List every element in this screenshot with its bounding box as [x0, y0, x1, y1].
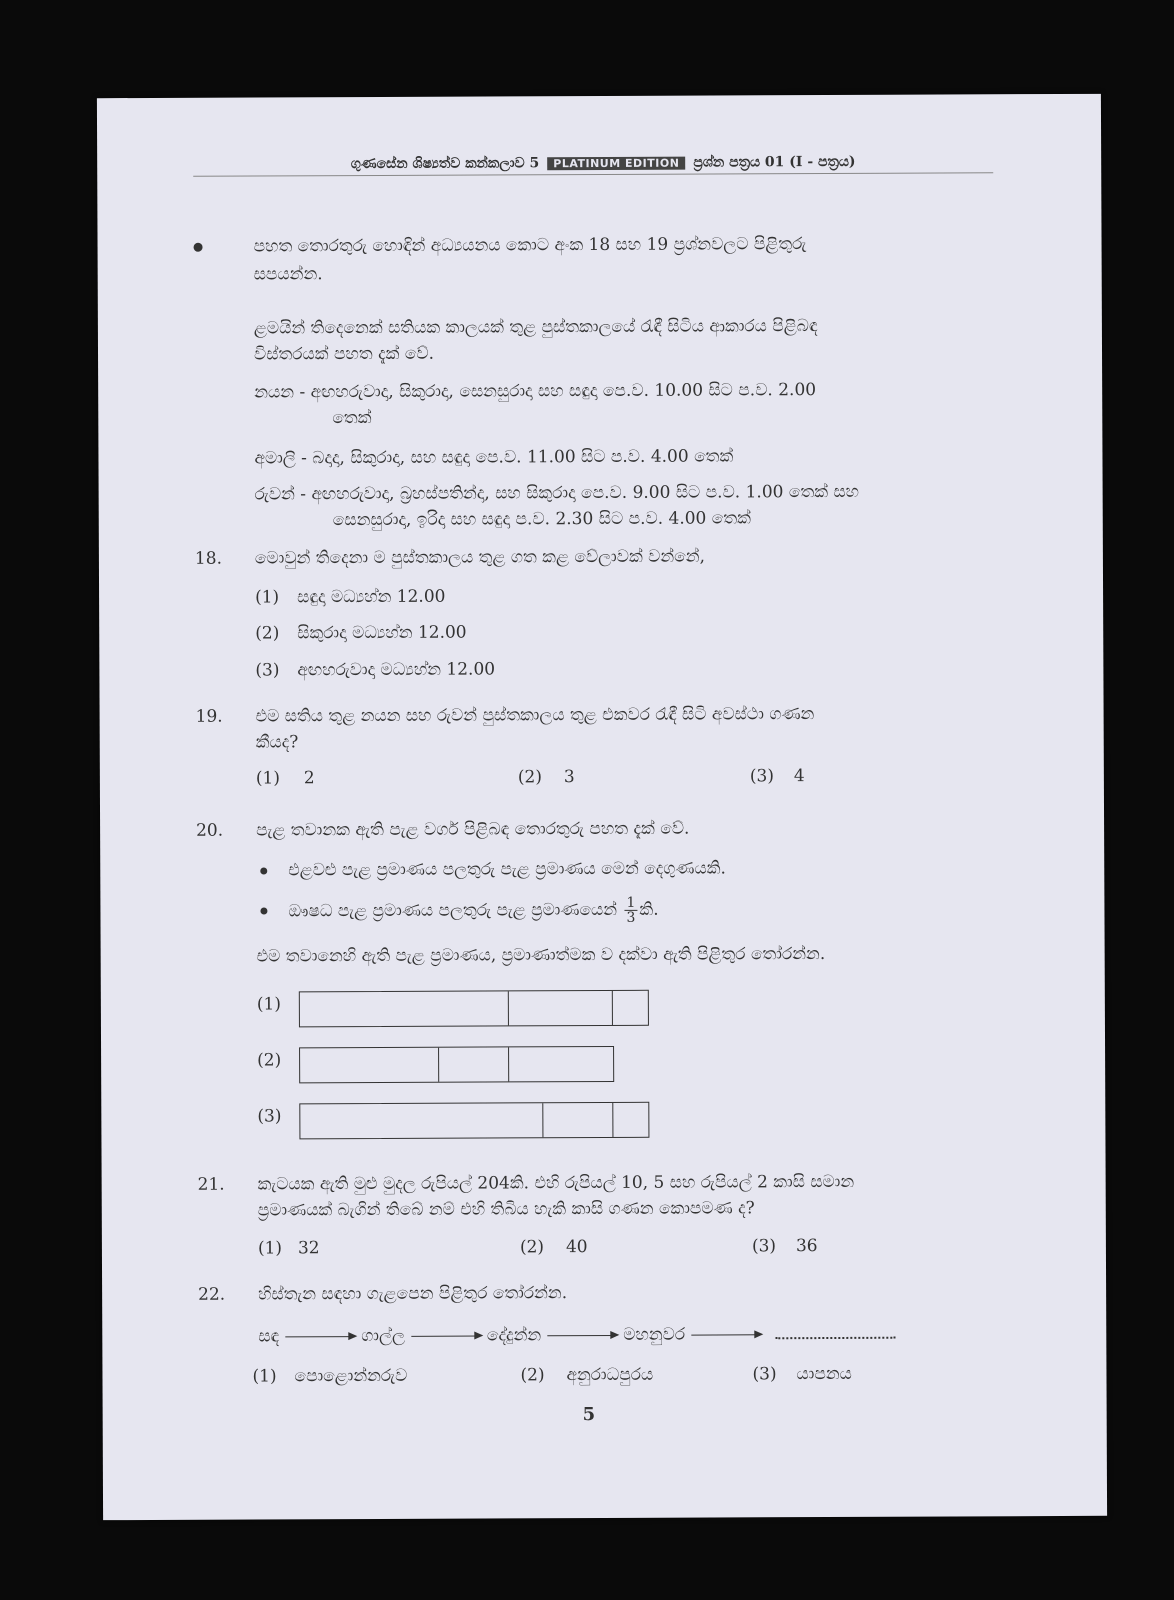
q22-number: 22. — [198, 1284, 226, 1305]
q21-number: 21. — [197, 1174, 225, 1195]
one-third-fraction — [624, 896, 637, 925]
q20-bullet-2-post: කි. — [639, 899, 659, 920]
q20-opt3-label: (3) — [257, 1106, 282, 1127]
q21-opt3: 36 — [795, 1236, 818, 1257]
bar-segment-2 — [439, 1047, 509, 1081]
seq-item-1: සඳ — [258, 1326, 280, 1347]
q22-opt1-label: (1) — [252, 1366, 277, 1387]
q18-text: මොවුන් තිදෙනා ම පුස්තකාලය තුළ ගත කළ වේලාවක් වන්නේ, — [254, 546, 705, 569]
q20-text: පැළ තවානක ඇති පැළ වර්ග පිළිබඳ තොරතුරු පහත දැක් වේ. — [256, 818, 690, 841]
ruwan-line-1: රුවන් - අඟහරුවාදා, බ්‍රහස්පතින්දා, සහ සිකුරාදා පෙ.ව. 9.00 සිට ප.ව. 1.00 තෙක් සහ — [254, 481, 860, 505]
blank-answer-line — [775, 1337, 895, 1340]
arrow-right-icon — [411, 1336, 481, 1337]
q20-bullet-2 — [288, 896, 658, 927]
q22-text: හිස්තැන සඳහා ගැළපෙන පිළිතුර තෝරන්න. — [258, 1283, 568, 1305]
amali-line: අමාලි - බදාදා, සිකුරාදා, සහ සඳුදා පෙ.ව. 11.00 සිට ප.ව. 4.00 තෙක් — [254, 446, 734, 469]
seq-item-4: මහනුවර — [623, 1324, 686, 1345]
q19-opt2-label: (2) — [517, 767, 543, 788]
intro-desc-2: විස්තරයක් පහත දැක් වේ. — [253, 343, 435, 365]
q19-opt3-label: (3) — [749, 766, 775, 787]
q20-opt2-bar — [299, 1046, 614, 1083]
q20-opt3-bar — [299, 1102, 649, 1140]
q18-number: 18. — [194, 548, 223, 569]
q20-bullet-2-dot — [260, 907, 267, 914]
q18-opt2-label: (2) — [255, 623, 280, 644]
q22-sequence — [258, 1321, 895, 1350]
bar-segment-2 — [508, 991, 613, 1025]
q21-opt1-label: (1) — [257, 1238, 283, 1259]
q19-number: 19. — [195, 706, 223, 727]
bar-segment-1 — [300, 1103, 543, 1138]
q18-opt3-label: (3) — [255, 660, 280, 681]
q22-opt3: යාපනය — [796, 1363, 852, 1385]
bar-segment-1 — [300, 1048, 439, 1083]
q19-opt2: 3 — [563, 767, 575, 788]
q20-bullet-2-pre: ඖෂධ පැළ ප්‍රමාණය පලතුරු පැළ ප්‍රමාණයෙන් — [288, 899, 618, 922]
q21-text-2: ප්‍රමාණයක් බැගින් තිබේ නම් එහි තිබිය හැකි කාසි ගණන කොපමණ ද? — [257, 1198, 755, 1221]
ruwan-line-2: සෙනසුරාදා, ඉරිදා සහ සඳුදා ප.ව. 2.30 සිට ප.ව. 4.00 තෙක් — [332, 508, 751, 531]
q20-bullet-1: එළවළු පැළ ප්‍රමාණය පලතුරු පැළ ප්‍රමාණය මෙන් දෙගුණයකි. — [288, 858, 726, 881]
intro-bullet — [194, 243, 203, 252]
paper-title: ප්‍රශ්න පත්‍රය 01 (I - පත්‍රය) — [693, 153, 856, 171]
q22-opt2-label: (2) — [520, 1365, 545, 1386]
fraction-numerator: 1 — [626, 894, 636, 911]
seq-item-2: ගාල්ල — [361, 1325, 405, 1347]
q19-text-2: කීයද? — [255, 732, 299, 753]
nayana-line-2: තෙක් — [332, 408, 372, 429]
bar-segment-3 — [614, 1103, 649, 1137]
intro-desc-1: ළමයින් තිදෙනෙක් සතියක කාලයක් තුළ පුස්තකාලයේ රැඳී සිටිය ආකාරය පිළිබඳ — [253, 316, 818, 339]
q20-opt1-label: (1) — [256, 994, 281, 1015]
q21-opt1: 32 — [297, 1238, 320, 1259]
arrow-right-icon — [547, 1335, 617, 1336]
q21-opt3-label: (3) — [751, 1236, 777, 1257]
q22-opt2: අනුරාධපුරය — [566, 1364, 654, 1386]
bar-segment-2 — [543, 1103, 613, 1137]
q20-opt1-bar — [299, 990, 649, 1028]
q22-opt3-label: (3) — [752, 1364, 777, 1385]
q20-number: 20. — [196, 820, 224, 841]
bar-segment-3 — [509, 1047, 613, 1081]
q21-text-1: කැටයක ඇති මුළු මුදල රුපියල් 204කි. එහි රුපියල් 10, 5 සහ රුපියල් 2 කාසි සමාන — [257, 1171, 855, 1195]
q18-opt1: සඳුදා මධ්‍යහ්න 12.00 — [297, 586, 446, 608]
exam-paper-sheet — [97, 94, 1107, 1520]
page-number: 5 — [582, 1404, 596, 1426]
seq-item-3: දේදුන්න — [486, 1325, 542, 1346]
q19-opt1: 2 — [303, 768, 315, 789]
fraction-denominator: 3 — [626, 909, 636, 926]
q18-opt2: සිකුරාදා මධ්‍යහ්න 12.00 — [297, 622, 467, 644]
q19-text-1: එම සතිය තුළ නයන සහ රුවන් පුස්තකාලය තුළ එකවර රැඳී සිටි අවස්ථා ගණන — [255, 704, 815, 727]
edition-badge: PLATINUM EDITION — [547, 156, 685, 170]
q22-opt1: පොළොන්නරුව — [294, 1365, 408, 1387]
q20-prompt: එම තවානෙහි ඇති පැළ ප්‍රමාණය, ප්‍රමාණාත්මක ව දක්වා ඇති පිළිතුර තෝරන්න. — [256, 944, 826, 967]
page-header — [193, 152, 1013, 174]
q19-opt3: 4 — [793, 766, 805, 787]
arrow-right-icon — [285, 1336, 355, 1337]
q20-bullet-1-dot — [260, 867, 267, 874]
intro-instruction-2: සපයන්න. — [253, 264, 323, 285]
q19-opt1-label: (1) — [255, 768, 281, 789]
nayana-line-1: නයන - අඟහරුවාදා, සිකුරාදා, සෙනසුරාදා සහ සඳුදා පෙ.ව. 10.00 සිට ප.ව. 2.00 — [254, 380, 817, 403]
bar-segment-3 — [613, 991, 648, 1025]
q18-opt3: අඟහරුවාදා මධ්‍යහ්න 12.00 — [297, 659, 496, 681]
q21-opt2-label: (2) — [519, 1237, 545, 1258]
series-title: ගුණසේන ශිෂ්‍යත්ව කන්කලාව 5 — [350, 155, 540, 173]
q20-opt2-label: (2) — [257, 1050, 282, 1071]
q18-opt1-label: (1) — [255, 587, 280, 608]
q21-opt2: 40 — [565, 1237, 588, 1258]
bar-segment-1 — [300, 991, 509, 1026]
intro-instruction-1: පහත තොරතුරු හොඳින් අධ්‍යයනය කොට අංක 18 සහ 19 ප්‍රශ්නවලට පිළිතුරු — [253, 234, 807, 257]
arrow-right-icon — [691, 1334, 761, 1335]
